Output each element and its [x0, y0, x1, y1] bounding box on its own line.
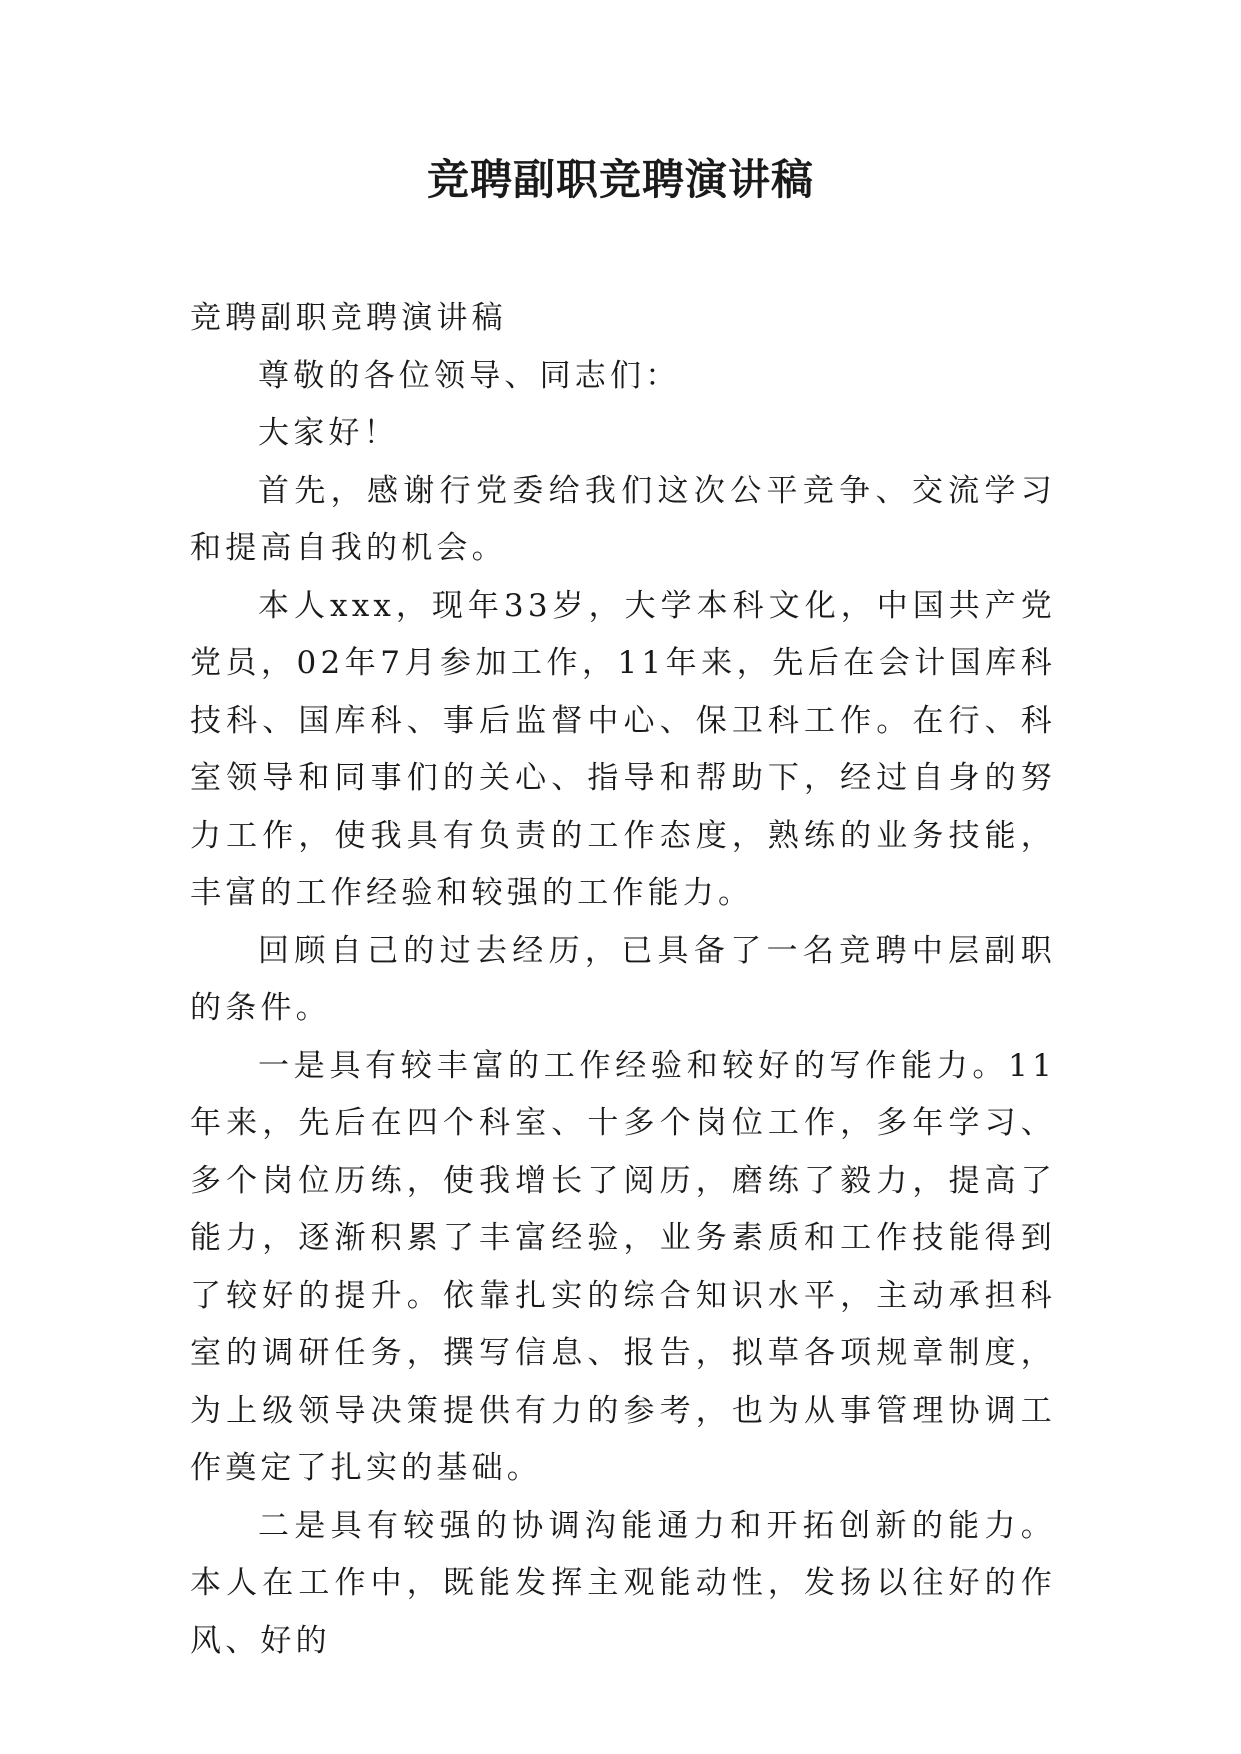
body-paragraph: 尊敬的各位领导、同志们：	[258, 357, 681, 394]
body-paragraph: 本人xxx，现年33岁，大学本科文化，中国共产党党员，02年7月参加工作，11年来，先后在会计国库科技科、国库科、事后监督中心、保卫科工作。在行、科室领导和同事们的关心、指导和帮助下，经过自身的努力工作，使我具有负责的工作态度，熟练的业务技能，丰富的工作经验和较强的工作能力。	[190, 587, 1056, 911]
body-paragraph: 大家好！	[258, 415, 399, 451]
document-title: 竞聘副职竞聘演讲稿	[426, 155, 814, 204]
body-paragraph: 竞聘副职竞聘演讲稿	[190, 300, 507, 336]
body-paragraph: 二是具有较强的协调沟能通力和开拓创新的能力。本人在工作中，既能发挥主观能动性，发扬以往好的作风、好的	[190, 1507, 1056, 1659]
document-body	[190, 290, 1056, 1670]
body-paragraph: 一是具有较丰富的工作经验和较好的写作能力。11年来，先后在四个科室、十多个岗位工作，多年学习、多个岗位历练，使我增长了阅历，磨练了毅力，提高了能力，逐渐积累了丰富经验，业务素质和工作技能得到了较好的提升。依靠扎实的综合知识水平，主动承担科室的调研任务，撰写信息、报告，拟草各项规章制度，为上级领导决策提供有力的参考，也为从事管理协调工作奠定了扎实的基础。	[190, 1047, 1056, 1486]
body-paragraph: 首先，感谢行党委给我们这次公平竞争、交流学习和提高自我的机会。	[190, 472, 1056, 566]
body-paragraph: 回顾自己的过去经历，已具备了一名竞聘中层副职的条件。	[190, 932, 1056, 1026]
